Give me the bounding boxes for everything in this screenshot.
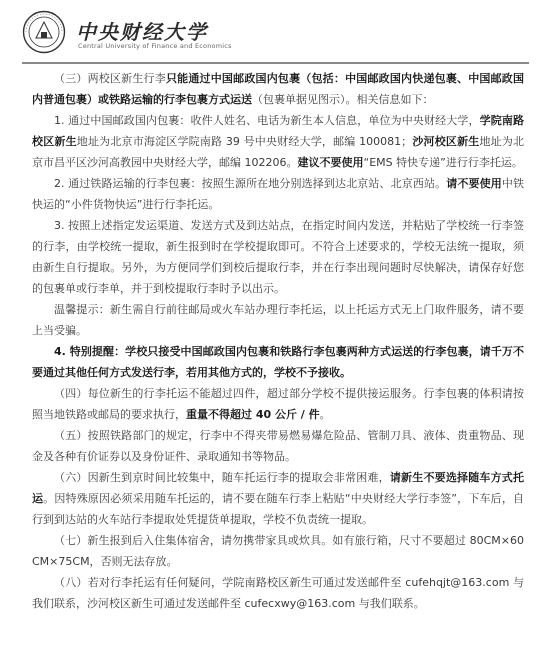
seal-icon bbox=[22, 10, 66, 54]
bold-text: 学院南路校区新生 bbox=[32, 114, 524, 148]
bold-text: 沙河校区新生 bbox=[412, 135, 480, 148]
body-text: 2. 通过铁路运输的行李包裹：按照生源所在地分别选择到达北京站、北京西站。 bbox=[54, 177, 447, 190]
paragraph-s7 bbox=[32, 530, 524, 572]
body-text: 地址为北京市海淀区学院南路 39 号中央财经大学，邮编 100081； bbox=[76, 135, 413, 148]
page-header bbox=[22, 10, 522, 58]
body-text: 。 bbox=[319, 408, 331, 421]
header-divider bbox=[22, 62, 529, 64]
bold-text: 请新生不要选择随车方式托运 bbox=[32, 471, 525, 505]
university-seal-logo bbox=[22, 10, 66, 54]
body-text: 3. 按照上述指定发运渠道、发送方式及到达站点，在指定时间内发送，并粘贴了学校统一行李签的行李，由学校统一提取，新生报到时在学校提取即可。不符合上述要求的，学校无法统一提取，须由新生自行提取。另外，为方便同学们到校后提取行李，并在行李出现问题时尽快解决，请保存好您的包裹单或行李单，并于到校提取行李时予以出示。 bbox=[32, 219, 524, 295]
body-text: （六）因新生到京时间比较集中，随车托运行李的提取会非常困难， bbox=[54, 471, 390, 484]
body-text: “EMS 特快专递”进行行李托运。 bbox=[363, 156, 523, 169]
document-body bbox=[32, 68, 524, 614]
body-text: （八）若对行李托运有任何疑问，学院南路校区新生可通过发送邮件至 cufehqjt@163.com 与我们联系，沙河校区新生可通过发送邮件至 cufecxwy@163.com 与我们联系。 bbox=[32, 576, 524, 610]
paragraph-s3-1 bbox=[32, 110, 524, 173]
university-name-en: Central University of Finance and Economics bbox=[78, 42, 232, 50]
bold-text: 4. 特别提醒：学校只接受中国邮政国内包裹和铁路行李包裹两种方式运送的行李包裹，请千万不要通过其他任何方式发送行李，若用其他方式的，学校不予接收。 bbox=[32, 345, 524, 379]
paragraph-s4 bbox=[32, 383, 524, 425]
university-name-cn: 中央财经大学 bbox=[76, 20, 208, 44]
paragraph-s3-tip bbox=[32, 299, 524, 341]
body-text: 温馨提示：新生需自行前往邮局或火车站办理行李托运，以上托运方式无上门取件服务，请不要上当受骗。 bbox=[32, 303, 524, 337]
body-text: 中铁快运的“小件货物快运”进行行李托运。 bbox=[32, 177, 524, 211]
body-text: 1. 通过中国邮政国内包裹：收件人姓名、电话为新生本人信息，单位为中央财经大学， bbox=[54, 114, 480, 127]
body-text: 地址为北京市昌平区沙河高教园中央财经大学，邮编 102206。 bbox=[32, 135, 525, 169]
paragraph-s3-2 bbox=[32, 173, 524, 215]
paragraph-s6 bbox=[32, 467, 524, 530]
paragraph-s5 bbox=[32, 425, 524, 467]
bold-text: 重量不得超过 40 公斤 / 件 bbox=[186, 408, 320, 421]
bold-text: 只能通过中国邮政国内包裹（包括：中国邮政国内快递包裹、中国邮政国内普通包裹）或铁路运输的行李包裹方式运送 bbox=[32, 72, 524, 106]
paragraph-s3-3 bbox=[32, 215, 524, 299]
paragraph-s3 bbox=[32, 68, 524, 110]
body-text: （五）按照铁路部门的规定，行李中不得夹带易燃易爆危险品、管制刀具、液体、贵重物品、现金及各种有价证券以及身份证件、录取通知书等物品。 bbox=[32, 429, 524, 463]
paragraph-s3-4 bbox=[32, 341, 524, 383]
body-text: （包裹单据见图示）。相关信息如下： bbox=[252, 93, 434, 106]
body-text: （四）每位新生的行李托运不能超过四件，超过部分学校不提供接运服务。行李包裹的体积请按照当地铁路或邮局的要求执行， bbox=[32, 387, 524, 421]
body-text: 。因特殊原因必须采用随车托运的，请不要在随车行李上粘贴“中央财经大学行李签”，下车后，自行到到达站的火车站行李提取处凭提货单提取，学校不负责统一提取。 bbox=[32, 492, 525, 526]
paragraph-s8 bbox=[32, 572, 524, 614]
bold-text: 建议不要使用 bbox=[297, 156, 364, 169]
body-text: （七）新生报到后入住集体宿舍，请勿携带家具或炊具。如有旅行箱，尺寸不要超过 80CM×60CM×75CM，否则无法存放。 bbox=[32, 534, 524, 568]
body-text: （三）两校区新生行李 bbox=[54, 72, 166, 85]
bold-text: 请不要使用 bbox=[446, 177, 502, 190]
